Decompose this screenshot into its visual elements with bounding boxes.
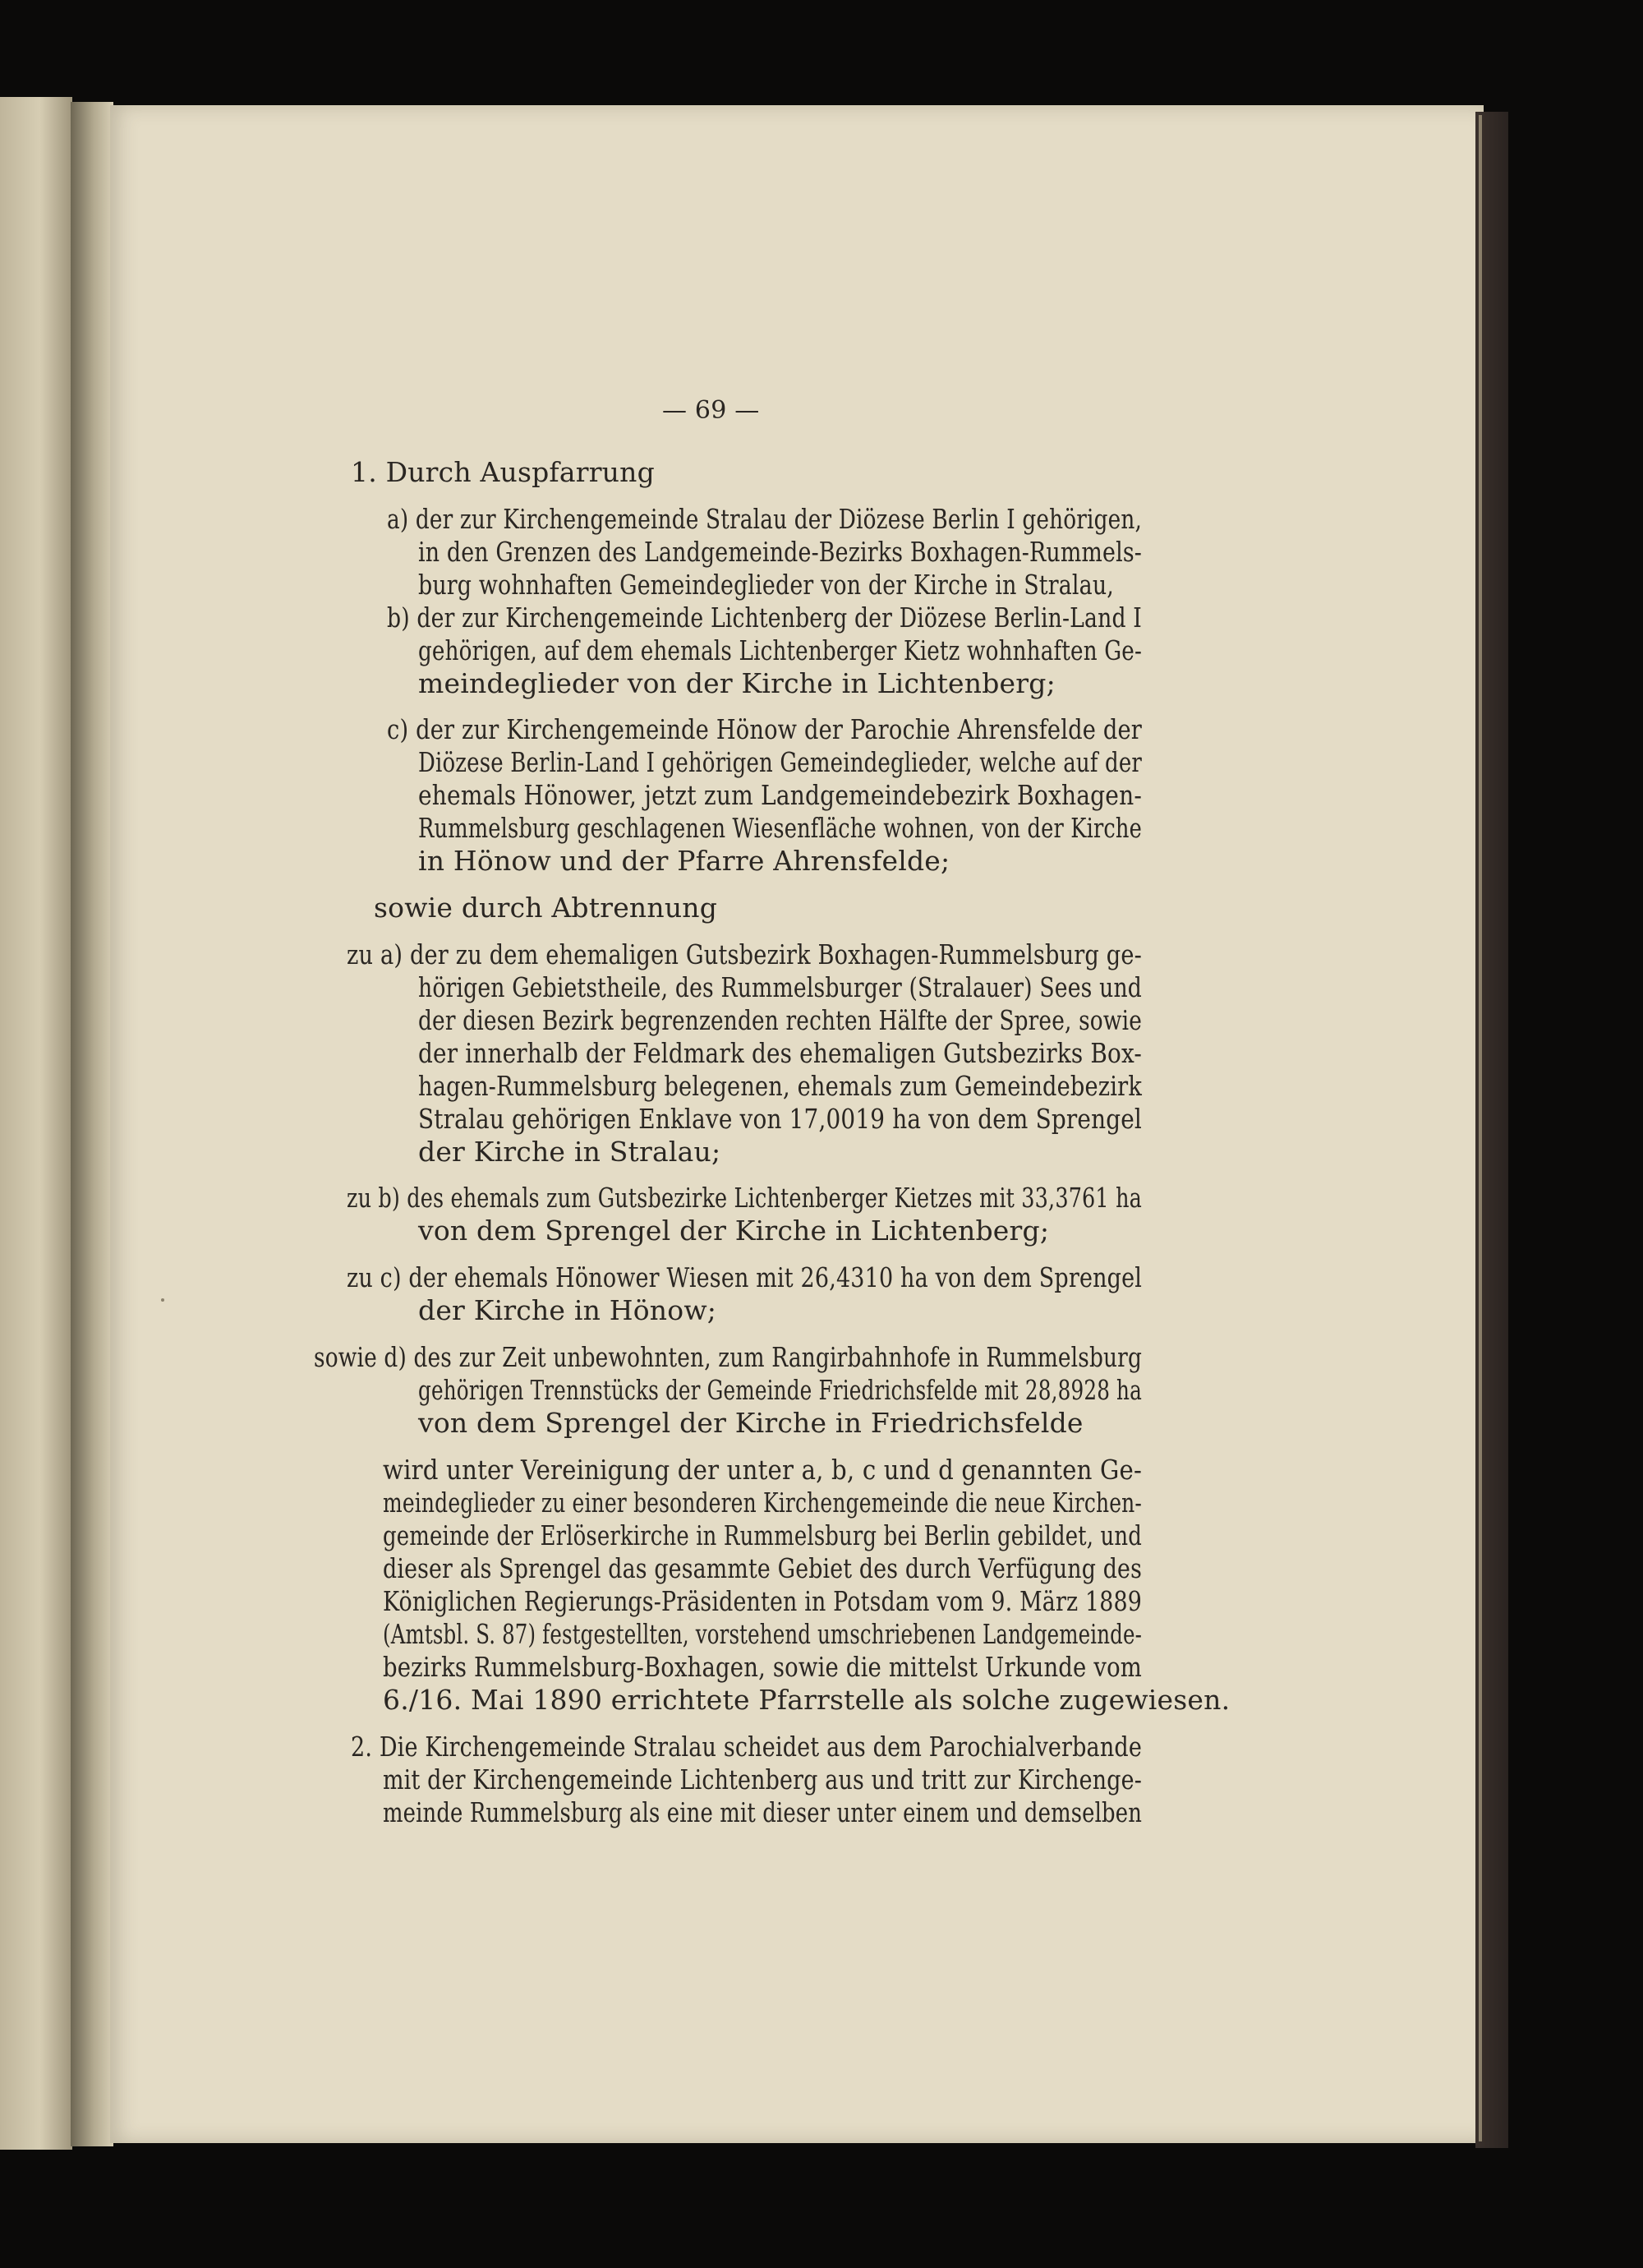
text-line: sowie durch Abtrennung <box>374 892 718 924</box>
text-line: von dem Sprengel der Kirche in Lichtenberg; <box>418 1215 1050 1247</box>
text-line: zu c) der ehemals Hönower Wiesen mit 26,4310 ha von dem Sprengel <box>347 1261 1142 1293</box>
text-line: der Kirche in Hönow; <box>418 1294 717 1326</box>
text-line: c) der zur Kirchengemeinde Hönow der Parochie Ahrensfelde der <box>387 713 1142 745</box>
text-line: dieser als Sprengel das gesammte Gebiet des durch Verfügung des <box>383 1552 1142 1584</box>
text-line: von dem Sprengel der Kirche in Friedrichsfelde <box>418 1407 1084 1439</box>
text-line: der Kirche in Stralau; <box>418 1136 721 1168</box>
text-line: (Amtsbl. S. 87) festgestellten, vorstehend umschriebenen Landgemeinde- <box>383 1618 1142 1650</box>
text-line: 1. Durch Auspfarrung <box>351 456 655 488</box>
left-page-edge <box>0 97 72 2150</box>
text-line: 6./16. Mai 1890 errichtete Pfarrstelle als solche zugewiesen. <box>383 1684 1231 1716</box>
text-line: meinde Rummelsburg als eine mit dieser unter einem und demselben <box>383 1796 1142 1828</box>
text-line: mit der Kirchengemeinde Lichtenberg aus und tritt zur Kirchenge- <box>383 1763 1142 1796</box>
text-line: Königlichen Regierungs-Präsidenten in Potsdam vom 9. März 1889 <box>383 1585 1142 1617</box>
text-line: in den Grenzen des Landgemeinde-Bezirks Boxhagen-Rummels- <box>418 536 1142 568</box>
text-line: gehörigen Trennstücks der Gemeinde Friedrichsfelde mit 28,8928 ha <box>418 1374 1142 1406</box>
text-line: zu a) der zu dem ehemaligen Gutsbezirk Boxhagen-Rummelsburg ge- <box>347 938 1142 970</box>
text-line: meindeglieder von der Kirche in Lichtenberg; <box>418 667 1056 699</box>
text-line: der innerhalb der Feldmark des ehemaligen Gutsbezirks Box- <box>418 1037 1142 1069</box>
text-line: a) der zur Kirchengemeinde Stralau der Diözese Berlin I gehörigen, <box>387 503 1142 535</box>
text-line: gehörigen, auf dem ehemals Lichtenberger Kietz wohnhaften Ge- <box>418 634 1142 666</box>
text-line: der diesen Bezirk begrenzenden rechten Hälfte der Spree, sowie <box>418 1004 1142 1036</box>
text-line: hörigen Gebietstheile, des Rummelsburger (Stralauer) Sees und <box>418 971 1142 1003</box>
text-line: gemeinde der Erlöserkirche in Rummelsburg bei Berlin gebildet, und <box>383 1519 1142 1551</box>
text-line: meindeglieder zu einer besonderen Kirchengemeinde die neue Kirchen- <box>383 1487 1142 1519</box>
text-line: Diözese Berlin-Land I gehörigen Gemeindeglieder, welche auf der <box>418 746 1142 778</box>
text-line: zu b) des ehemals zum Gutsbezirke Lichtenberger Kietzes mit 33,3761 ha <box>347 1182 1142 1214</box>
text-line: Rummelsburg geschlagenen Wiesenfläche wohnen, von der Kirche <box>418 812 1142 844</box>
text-line: burg wohnhaften Gemeindeglieder von der Kirche in Stralau, <box>418 569 1114 601</box>
text-line: sowie d) des zur Zeit unbewohnten, zum Rangirbahnhofe in Rummelsburg <box>314 1341 1142 1373</box>
text-line: wird unter Vereinigung der unter a, b, c und d genannten Ge- <box>383 1454 1142 1486</box>
text-line: Stralau gehörigen Enklave von 17,0019 ha von dem Sprengel <box>418 1103 1142 1135</box>
text-line: in Hönow und der Pfarre Ahrensfelde; <box>418 845 950 877</box>
gutter-shadow <box>71 102 113 2146</box>
text-line: ehemals Hönower, jetzt zum Landgemeindebezirk Boxhagen- <box>418 779 1142 811</box>
text-line: b) der zur Kirchengemeinde Lichtenberg der Diözese Berlin-Land I <box>387 602 1142 634</box>
text-line: bezirks Rummelsburg-Boxhagen, sowie die mittelst Urkunde vom <box>383 1651 1142 1683</box>
paper-speck <box>161 1298 164 1302</box>
page-number: — 69 — <box>662 396 760 425</box>
text-line: hagen-Rummelsburg belegenen, ehemals zum Gemeindebezirk <box>418 1070 1142 1102</box>
text-line: 2. Die Kirchengemeinde Stralau scheidet aus dem Parochialverbande <box>351 1731 1142 1763</box>
page-stack-edge <box>1479 115 1482 2141</box>
